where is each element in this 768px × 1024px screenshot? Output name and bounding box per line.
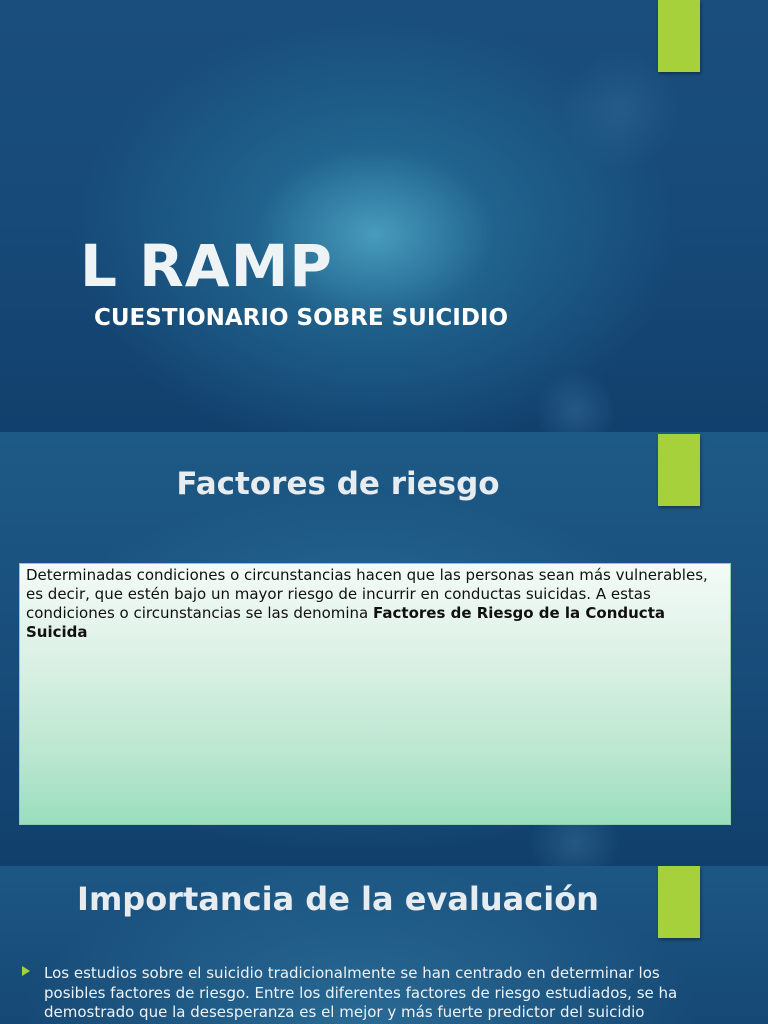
- slide-risk-factors: [0, 432, 768, 866]
- slide-subtitle: CUESTIONARIO SOBRE SUICIDIO: [94, 305, 509, 331]
- bullet-arrow-icon: [22, 966, 30, 976]
- slide-title: [0, 0, 768, 432]
- definition-text: Determinadas condiciones o circunstancias hacen que las personas sean más vulnerables, es decir, que estén bajo un mayor riesgo de incurrir en conductas suicidas. A estas condiciones o circunstancias se las denomina: [26, 566, 708, 622]
- bullet-item: [22, 964, 712, 1023]
- section-title: Importancia de la evaluación: [77, 880, 599, 918]
- section-title: Factores de riesgo: [176, 466, 500, 502]
- definition-bold-term: Factores de Riesgo de la Conducta Suicida: [26, 604, 665, 641]
- accent-bar: [658, 0, 700, 72]
- bullet-text: Los estudios sobre el suicidio tradicionalmente se han centrado en determinar los posibles factores de riesgo. Entre los diferentes factores de riesgo estudiados, se ha demostrado que la desesperanza es el mejor y más fuerte predictor del suicidio: [44, 964, 678, 1021]
- slide-title-heading: L RAMP: [80, 232, 333, 300]
- slide-evaluation-importance: [0, 866, 768, 1024]
- definition-box: [19, 563, 731, 825]
